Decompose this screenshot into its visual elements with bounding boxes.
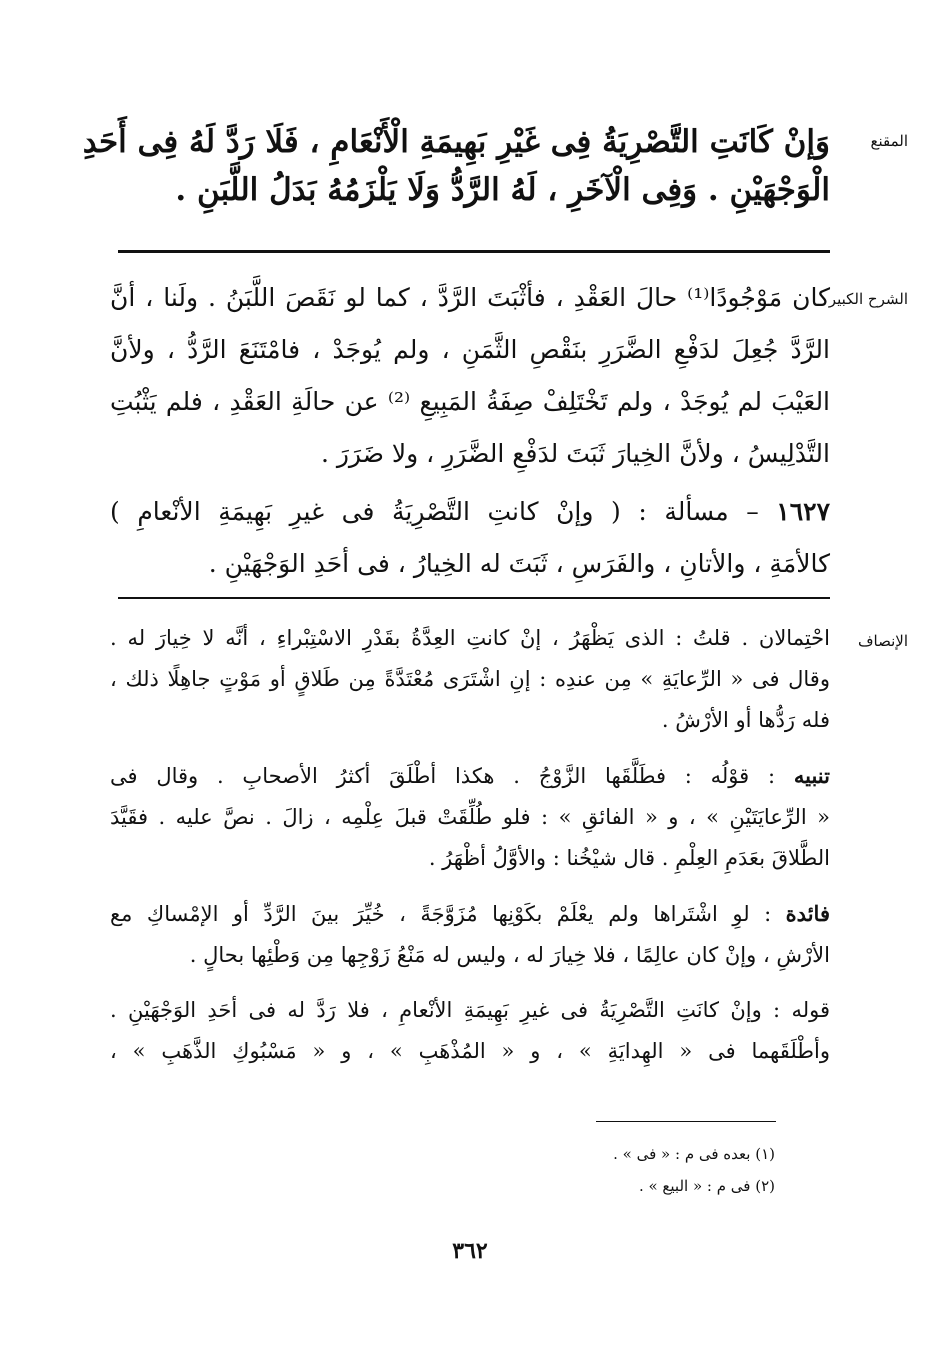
muqni-section [82, 118, 908, 214]
insaf-line: قوله : وإنْ كانَتِ التَّصْرِيَةُ فى غيرِ بَهِيمَةِ الأنْعامِ ، فلا رَدَّ له فى أحَدِ الوَجْهَيْنِ . [110, 998, 830, 1022]
insaf-line: « الرِّعايَتَيْنِ » ، و « الفائقِ » : فلو طُلِّقَتْ قبلَ عِلْمِه ، زالَ . نصَّ عليه . فقَيَّدَ [110, 805, 830, 829]
insaf-paragraph [110, 618, 830, 741]
insaf-line: وقال فى « الرِّعايَةِ » مِن عندِه : إنِ اشْتَرَى مُعْتَدَّةً مِن طَلاقٍ أو مَوْتٍ جاهِلًا ذلك ، [110, 667, 830, 691]
insaf-text: : لوِ اشْتَراها ولم يعْلَمْ بكَوْنِها مُزَوَّجَةً ، خُيِّرَ بينَ الرَّدِّ أو الإمْساكِ مع [110, 902, 772, 926]
footnote: (١) بعده فى م : « فى » . [613, 1145, 775, 1163]
insaf-text: : قوْلُه : فطَلَّقَها الزَّوْجُ . هكذا أطْلَقَ أكثرُ الأصحابِ . وقال فى [110, 764, 776, 788]
muqni-line: الْوَجْهَيْنِ . وَفِى الْآخَرِ ، لَهُ الرَّدُّ وَلَا يَلْزَمُهُ بَدَلُ اللَّبَنِ . [175, 172, 830, 208]
muqni-line: وَإنْ كَانَتِ التَّصْرِيَةُ فِى غَيْرِ بَهِيمَةِ الْأَنْعَامِ ، فَلَا رَدَّ لَهُ فِى أَحَدِ [82, 124, 830, 160]
footnote-divider [596, 1121, 776, 1122]
sharh-line: كان مَوْجُودًا⁽¹⁾ حالَ العَقْدِ ، فأثْبَتَ الرَّدَّ ، كما لو نَقَصَ اللَّبَنُ . ولَنا ، أنَّ [110, 283, 830, 312]
masala-line: كالأمَةِ ، والأتانِ ، والفَرَسِ ، ثَبَتَ له الخِيارُ ، فى أحَدِ الوَجْهَيْنِ . [208, 549, 830, 578]
masala-text: – مسألة : ( وإنْ كانتِ التَّصْرِيَةُ فى غيرِ بَهِيمَةِ الأنْعامِ ) [110, 497, 759, 526]
page-number: ٣٦٢ [452, 1238, 488, 1264]
benefit-heading: فائدة [785, 901, 830, 926]
insaf-paragraph [110, 755, 830, 879]
note-heading: تنبيه [793, 763, 830, 788]
insaf-line: الطَّلاقَ بعَدَمِ العِلْمِ . قال شيْخُنا : والأوَّلُ أظْهَرُ . [428, 846, 830, 870]
sharh-label: الشرح الكبير [828, 290, 908, 308]
insaf-line: وأطْلَقَهما فى « الهِدايَةِ » ، و « المُذْهَبِ » ، و « مَسْبُوكِ الذَّهَبِ » ، [110, 1039, 830, 1063]
section-divider [118, 250, 830, 253]
insaf-section [110, 618, 908, 1086]
insaf-line: الأرْشِ ، وإنْ كان عالِمًا ، فلا خِيارَ له ، وليس له مَنْعُ زَوْجِها مِن وَطْئِها بحالٍ . [189, 943, 830, 967]
masala-number: ١٦٢٧ [776, 497, 831, 526]
footnotes [560, 1138, 775, 1202]
insaf-paragraph [110, 990, 830, 1072]
footnote: (٢) فى م : « البيع » . [638, 1177, 775, 1195]
insaf-line: فله رَدُّها أو الأرْشُ . [661, 708, 830, 732]
muqni-label: المقنع [870, 132, 908, 150]
masala-line [110, 486, 830, 538]
section-divider [118, 597, 830, 599]
sharh-section [110, 272, 908, 590]
insaf-line [110, 755, 830, 797]
insaf-label: الإنصاف [857, 632, 908, 650]
sharh-line: الرَّدَّ جُعِلَ لدَفْعِ الضَّرَرِ بنَقْصِ الثَّمَنِ ، ولم يُوجَدْ ، فامْتَنَعَ الرَّدُّ ، ولأنَّ [110, 335, 830, 364]
sharh-line: التَّدْلِيسُ ، ولأنَّ الخِيارَ ثَبَتَ لدَفْعِ الضَّرَرِ ، ولا ضَرَرَ . [320, 439, 830, 468]
masala-block [110, 486, 830, 590]
sharh-line: العَيْبَ لم يُوجَدْ ، ولم تَخْتَلِفْ صِفَةُ المَبِيعِ ⁽²⁾ عن حالَةِ العَقْدِ ، فلم يَثْبُتِ [110, 387, 831, 416]
insaf-paragraph [110, 893, 830, 976]
insaf-line [110, 893, 830, 935]
insaf-line: احْتِمالان . قلتُ : الذى يَظْهَرُ ، إنْ كانتِ العِدَّةُ بقَدْرِ الاسْتِبْراءِ ، أنَّه لا خِيارَ له . [110, 626, 830, 650]
